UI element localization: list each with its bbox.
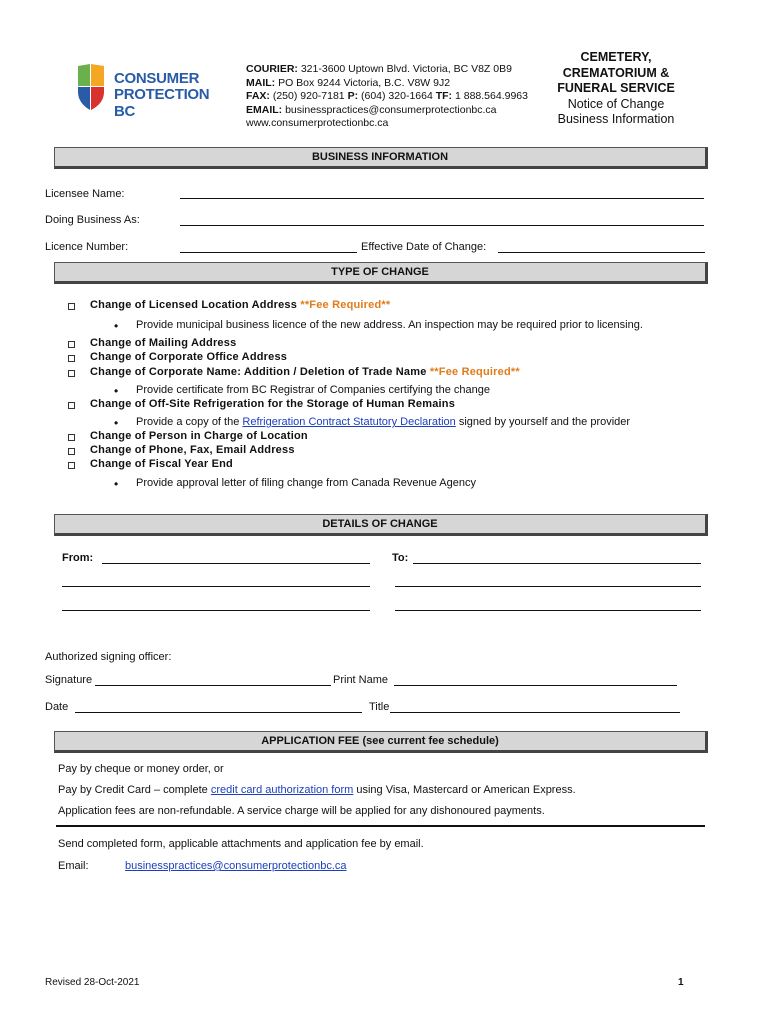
courier-label: COURIER: <box>246 63 298 75</box>
fee-line-1: Pay by cheque or money order, or <box>58 763 224 775</box>
fee-line-3: Application fees are non-refundable. A service charge will be applied for any dishonoured payments. <box>58 805 545 817</box>
date-label: Date <box>45 701 69 713</box>
submission-email-link[interactable]: businesspractices@consumerprotectionbc.ca <box>125 860 347 872</box>
fee-line-2-pre: Pay by Credit Card – complete <box>58 784 211 796</box>
note-location <box>114 319 643 333</box>
note-fiscal-text: Provide approval letter of filing change from Canada Revenue Agency <box>136 477 476 489</box>
signature-input[interactable] <box>95 685 331 686</box>
business-info-header: BUSINESS INFORMATION <box>54 147 708 169</box>
refrigeration-declaration-link[interactable]: Refrigeration Contract Statutory Declaration <box>242 416 456 428</box>
print-name-label: Print Name <box>333 674 389 686</box>
email-label: EMAIL: <box>246 103 283 116</box>
logo-line2: PROTECTION BC <box>114 86 210 120</box>
checkbox-mailing[interactable] <box>68 341 75 348</box>
dba-input[interactable] <box>180 225 704 226</box>
bullet-icon: • <box>114 416 119 430</box>
item-corporate-name <box>90 366 520 378</box>
fax-label: FAX: <box>246 90 270 102</box>
fee-required-badge-2: **Fee Required** <box>429 366 520 378</box>
note-refrigeration-post: signed by yourself and the provider <box>455 416 631 428</box>
mail-address: PO Box 9244 Victoria, B.C. V8W 9J2 <box>278 76 451 89</box>
licence-number-label: Licence Number: <box>45 241 129 253</box>
item-refrigeration: Change of Off-Site Refrigeration for the Storage of Human Remains <box>90 398 456 410</box>
title-label: Title <box>369 701 390 713</box>
contact-block <box>246 63 528 131</box>
to-input-3[interactable] <box>395 610 701 611</box>
to-label: To: <box>392 552 409 564</box>
form-title-line2: CREMATORIUM & <box>562 65 670 80</box>
signing-officer-label: Authorized signing officer: <box>45 651 172 663</box>
divider <box>56 825 705 827</box>
note-location-text: Provide municipal business licence of the new address. An inspection may be required prior to licensing. <box>136 319 643 331</box>
to-input-2[interactable] <box>395 586 701 587</box>
print-name-input[interactable] <box>394 685 677 686</box>
logo-line1: CONSUMER <box>114 70 200 87</box>
phone-label: P: <box>347 90 359 102</box>
details-header: DETAILS OF CHANGE <box>54 514 708 536</box>
courier-address: 321-3600 Uptown Blvd. Victoria, BC V8Z 0B9 <box>300 63 512 75</box>
tollfree-label: TF: <box>435 90 453 102</box>
page-number: 1 <box>678 977 684 988</box>
phone-number: (604) 320-1664 <box>361 90 433 102</box>
fee-required-badge: **Fee Required** <box>300 299 391 311</box>
item-fiscal-year: Change of Fiscal Year End <box>90 458 233 470</box>
title-input[interactable] <box>390 712 680 713</box>
from-input-1[interactable] <box>102 563 370 564</box>
licensee-input[interactable] <box>180 198 704 199</box>
bullet-icon: • <box>114 319 119 333</box>
item-corporate-office: Change of Corporate Office Address <box>90 351 288 363</box>
note-refrigeration <box>114 416 631 430</box>
credit-card-form-link[interactable]: credit card authorization form <box>210 784 354 796</box>
from-input-3[interactable] <box>62 610 370 611</box>
effective-date-input[interactable] <box>498 252 705 253</box>
type-of-change-header: TYPE OF CHANGE <box>54 262 708 284</box>
checkbox-fiscal-year[interactable] <box>68 462 75 469</box>
send-instructions: Send completed form, applicable attachments and application fee by email. <box>58 838 424 850</box>
form-title-line4: Notice of Change <box>567 96 665 111</box>
form-title-line1: CEMETERY, <box>580 50 652 64</box>
checkbox-corporate-office[interactable] <box>68 355 75 362</box>
note-fiscal <box>114 477 476 491</box>
note-refrigeration-pre: Provide a copy of the <box>136 416 243 428</box>
revised-date: Revised 28-Oct-2021 <box>45 977 140 988</box>
form-title-line3: FUNERAL SERVICE <box>557 81 675 95</box>
email-row-label: Email: <box>58 860 89 872</box>
from-label: From: <box>62 552 94 564</box>
fax-number: (250) 920-7181 <box>272 90 345 102</box>
item-phone-fax-email: Change of Phone, Fax, Email Address <box>90 444 295 456</box>
item-mailing: Change of Mailing Address <box>90 337 237 349</box>
form-title <box>540 50 692 128</box>
shield-logo-icon <box>76 62 106 112</box>
item-corporate-name-label: Change of Corporate Name: Addition / Deletion of Trade Name <box>90 366 427 378</box>
dba-label: Doing Business As: <box>45 214 140 226</box>
application-fee-header: APPLICATION FEE (see current fee schedule) <box>54 731 708 753</box>
checkbox-refrigeration[interactable] <box>68 402 75 409</box>
checkbox-phone-fax-email[interactable] <box>68 448 75 455</box>
to-input-1[interactable] <box>413 563 701 564</box>
logo <box>76 62 226 120</box>
checkbox-corporate-name[interactable] <box>68 370 75 377</box>
fee-line-2 <box>58 784 576 796</box>
item-person-in-charge: Change of Person in Charge of Location <box>90 430 308 442</box>
note-corporate-name-text: Provide certificate from BC Registrar of Companies certifying the change <box>136 384 490 396</box>
from-input-2[interactable] <box>62 586 370 587</box>
contact-email: businesspractices@consumerprotectionbc.ca <box>285 103 497 116</box>
licensee-label: Licensee Name: <box>45 188 125 200</box>
item-location-label: Change of Licensed Location Address <box>90 299 298 311</box>
item-location <box>90 299 390 311</box>
fee-line-2-post: using Visa, Mastercard or American Express. <box>353 784 576 796</box>
form-title-line5: Business Information <box>557 112 675 126</box>
mail-label: MAIL: <box>246 76 276 89</box>
website: www.consumerprotectionbc.ca <box>246 117 389 129</box>
bullet-icon: • <box>114 384 119 398</box>
licence-number-input[interactable] <box>180 252 357 253</box>
tollfree-number: 1 888.564.9963 <box>454 90 528 102</box>
note-corporate-name <box>114 384 490 398</box>
checkbox-person-in-charge[interactable] <box>68 434 75 441</box>
effective-date-label: Effective Date of Change: <box>361 241 487 253</box>
date-input[interactable] <box>75 712 362 713</box>
checkbox-location[interactable] <box>68 303 75 310</box>
bullet-icon: • <box>114 477 119 491</box>
signature-label: Signature <box>45 674 93 686</box>
